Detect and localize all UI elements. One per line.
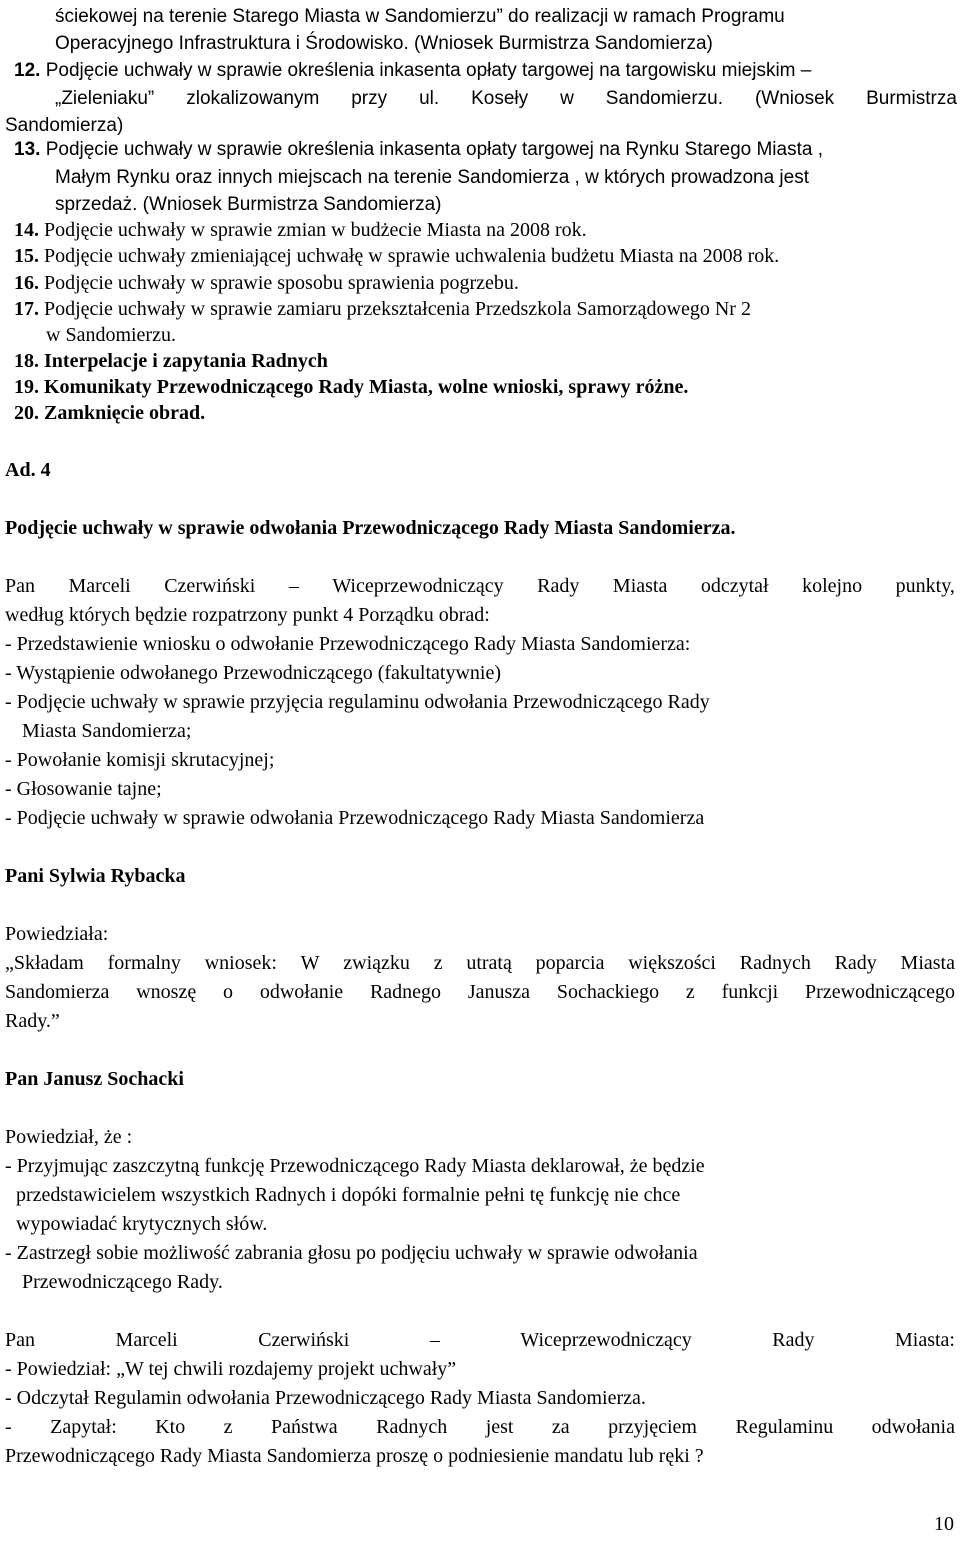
- agenda-number: 13.: [14, 139, 41, 160]
- word: w: [560, 88, 574, 109]
- section-label: Ad. 4: [5, 459, 51, 481]
- agenda-number: 17.: [14, 298, 39, 320]
- statement-line-1: - Powiedział: „W tej chwili rozdajemy projekt uchwały”: [5, 1358, 457, 1380]
- quote-line-3: Rady.”: [5, 1010, 60, 1032]
- agenda-number: 18.: [14, 350, 39, 372]
- word: –: [429, 1329, 440, 1351]
- word: z: [685, 981, 695, 1003]
- word: Rady: [537, 575, 580, 597]
- agenda-item-13-line-3: sprzedaż. (Wniosek Burmistrza Sandomierza): [55, 194, 442, 215]
- word: Zapytał:: [50, 1416, 117, 1438]
- word: Marceli: [68, 575, 131, 597]
- paragraph-line-2: według których będzie rozpatrzony punkt 4 Porządku obrad:: [5, 604, 490, 626]
- agenda-item-20: [14, 399, 205, 428]
- word: funkcji: [721, 981, 779, 1003]
- agenda-text: Komunikaty Przewodniczącego Rady Miasta, wolne wnioski, sprawy różne.: [44, 376, 689, 398]
- paragraph-line-1: [5, 572, 955, 601]
- statement-line-4: Przewodniczącego Rady Miasta Sandomierza proszę o podniesienie mandatu lub ręki ?: [5, 1445, 704, 1467]
- agenda-number: 20.: [14, 402, 39, 424]
- agenda-item-12-line-2: [55, 84, 957, 113]
- section-heading: Podjęcie uchwały w sprawie odwołania Przewodniczącego Rady Miasta Sandomierza.: [5, 517, 736, 539]
- word: Miasta:: [895, 1329, 955, 1351]
- statement-2-line-2: Przewodniczącego Rady.: [22, 1271, 223, 1293]
- word: „Zieleniaku”: [55, 88, 155, 109]
- word: odczytał: [700, 575, 769, 597]
- word: zlokalizowanym: [186, 88, 320, 109]
- word: Janusza: [467, 981, 531, 1003]
- agenda-text: Podjęcie uchwały w sprawie sposobu sprawienia pogrzebu.: [44, 272, 519, 294]
- word: Czerwiński: [258, 1329, 350, 1351]
- word: jest: [485, 1416, 514, 1438]
- word: za: [551, 1416, 570, 1438]
- word: z: [223, 1416, 233, 1438]
- agenda-text: Interpelacje i zapytania Radnych: [44, 350, 328, 372]
- word: wnoszę: [136, 981, 197, 1003]
- agenda-item-17-line-2: w Sandomierzu.: [46, 324, 176, 346]
- agenda-point-6: - Podjęcie uchwały w sprawie odwołania Przewodniczącego Rady Miasta Sandomierza: [5, 807, 705, 829]
- word: Pan: [5, 1329, 35, 1351]
- agenda-number: 14.: [14, 219, 39, 241]
- word: -: [5, 1416, 12, 1438]
- word: Radnych: [739, 952, 811, 974]
- word: punkty,: [895, 575, 955, 597]
- speaker-name: Pan Janusz Sochacki: [5, 1068, 184, 1090]
- word: Burmistrza: [866, 88, 957, 109]
- word: Regulaminu: [735, 1416, 834, 1438]
- agenda-item-12-line-3: Sandomierza): [5, 115, 124, 136]
- word: Sochackiego: [556, 981, 660, 1003]
- word: Czerwiński: [164, 575, 256, 597]
- statement-line-3: [5, 1413, 955, 1442]
- word: (Wniosek: [754, 88, 835, 109]
- word: Sandomierza: [5, 981, 110, 1003]
- quote-line-1: [5, 949, 955, 978]
- agenda-item-13: [14, 135, 823, 164]
- word: Sandomierzu.: [605, 88, 724, 109]
- word: Wiceprzewodniczący: [332, 575, 504, 597]
- word: Miasta: [612, 575, 668, 597]
- word: o: [223, 981, 234, 1003]
- statement-1-line-3: wypowiadać krytycznych słów.: [16, 1213, 268, 1235]
- agenda-text: Podjęcie uchwały w sprawie zamiaru przekształcenia Przedszkola Samorządowego Nr 2: [44, 298, 751, 320]
- agenda-text: Podjęcie uchwały w sprawie określenia inkasenta opłaty targowej na Rynku Starego Miasta ,: [45, 139, 823, 160]
- statement-1-line-2: przedstawicielem wszystkich Radnych i dopóki formalnie pełni tę funkcję nie chce: [16, 1184, 681, 1206]
- agenda-item-12: [14, 56, 811, 85]
- word: „Składam: [5, 952, 84, 974]
- word: Koseły: [471, 88, 529, 109]
- agenda-text: Podjęcie uchwały w sprawie określenia inkasenta opłaty targowej na targowisku miejskim –: [45, 60, 812, 81]
- agenda-item-16: [14, 269, 519, 298]
- word: wniosek:: [204, 952, 277, 974]
- word: Pan: [5, 575, 35, 597]
- agenda-point-1: - Przedstawienie wniosku o odwołanie Przewodniczącego Rady Miasta Sandomierza:: [5, 633, 691, 655]
- word: ul.: [419, 88, 440, 109]
- word: z: [433, 952, 443, 974]
- agenda-point-5: - Głosowanie tajne;: [5, 778, 162, 800]
- agenda-point-3-line-2: Miasta Sandomierza;: [22, 720, 192, 742]
- speaker-said: Powiedziała:: [5, 923, 109, 945]
- agenda-point-2: - Wystąpienie odwołanego Przewodniczącego (fakultatywnie): [5, 662, 502, 684]
- agenda-number: 19.: [14, 376, 39, 398]
- word: poparcia: [535, 952, 605, 974]
- agenda-number: 12.: [14, 60, 41, 81]
- word: Miasta: [900, 952, 955, 974]
- word: większości: [628, 952, 716, 974]
- quote-line-2: [5, 978, 955, 1007]
- word: Kto: [155, 1416, 186, 1438]
- agenda-item-14: [14, 216, 587, 245]
- speaker-header-line: [5, 1326, 955, 1355]
- word: Marceli: [115, 1329, 178, 1351]
- page-number: 10: [934, 1513, 954, 1535]
- word: odwołanie: [259, 981, 344, 1003]
- agenda-item-19: [14, 373, 688, 402]
- word: Rady: [834, 952, 877, 974]
- agenda-item-17: [14, 295, 751, 324]
- word: Rady: [772, 1329, 815, 1351]
- word: formalny: [107, 952, 181, 974]
- word: przyjęciem: [608, 1416, 697, 1438]
- word: W: [300, 952, 320, 974]
- agenda-item-11-continuation-2: Operacyjnego Infrastruktura i Środowisko. (Wniosek Burmistrza Sandomierza): [55, 33, 713, 54]
- agenda-item-13-line-2: Małym Rynku oraz innych miejscach na terenie Sandomierza , w których prowadzona jest: [55, 167, 809, 188]
- word: związku: [343, 952, 410, 974]
- word: Państwa: [271, 1416, 338, 1438]
- word: –: [288, 575, 299, 597]
- statement-2-line-1: - Zastrzegł sobie możliwość zabrania głosu po podjęciu uchwały w sprawie odwołania: [5, 1242, 698, 1264]
- word: przy: [351, 88, 388, 109]
- word: Wiceprzewodniczący: [520, 1329, 692, 1351]
- statement-line-2: - Odczytał Regulamin odwołania Przewodniczącego Rady Miasta Sandomierza.: [5, 1387, 646, 1409]
- agenda-number: 16.: [14, 272, 39, 294]
- agenda-text: Zamknięcie obrad.: [44, 402, 206, 424]
- agenda-number: 15.: [14, 245, 39, 267]
- word: Radnego: [369, 981, 442, 1003]
- word: utratą: [466, 952, 512, 974]
- word: Przewodniczącego: [805, 981, 955, 1003]
- word: Radnych: [376, 1416, 448, 1438]
- agenda-text: Podjęcie uchwały zmieniającej uchwałę w sprawie uchwalenia budżetu Miasta na 2008 rok.: [44, 245, 780, 267]
- word: odwołania: [871, 1416, 955, 1438]
- agenda-point-3: - Podjęcie uchwały w sprawie przyjęcia regulaminu odwołania Przewodniczącego Rady: [5, 691, 710, 713]
- word: kolejno: [802, 575, 863, 597]
- speaker-said: Powiedział, że :: [5, 1126, 133, 1148]
- agenda-item-11-continuation-1: ściekowej na terenie Starego Miasta w Sandomierzu” do realizacji w ramach Programu: [55, 6, 785, 27]
- agenda-text: Podjęcie uchwały w sprawie zmian w budżecie Miasta na 2008 rok.: [44, 219, 587, 241]
- agenda-point-4: - Powołanie komisji skrutacyjnej;: [5, 749, 275, 771]
- statement-1-line-1: - Przyjmując zaszczytną funkcję Przewodniczącego Rady Miasta deklarował, że będzie: [5, 1155, 705, 1177]
- agenda-item-18: [14, 347, 328, 376]
- agenda-item-15: [14, 242, 779, 271]
- speaker-name: Pani Sylwia Rybacka: [5, 865, 186, 887]
